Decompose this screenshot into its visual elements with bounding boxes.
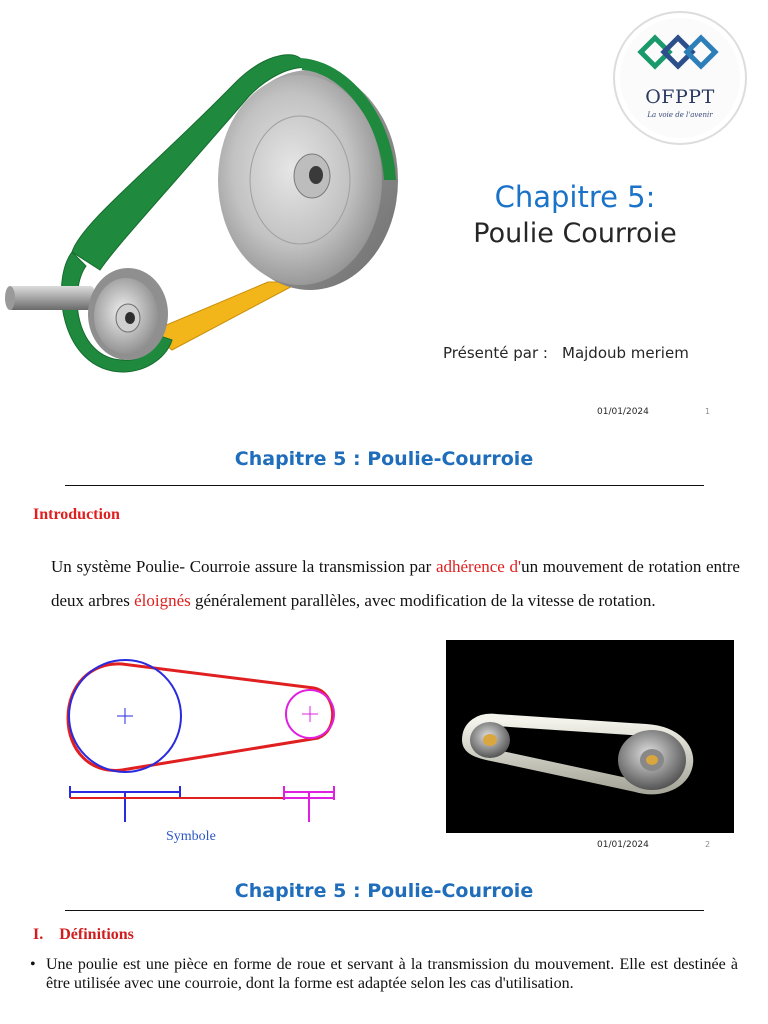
bullet-icon: •: [30, 956, 36, 973]
slide-number: 1: [705, 407, 711, 416]
paragraph-text: un mouvement de rotation entre deux arbres: [51, 557, 740, 610]
highlight-adherence: adhérence d': [435, 557, 522, 576]
presented-by-label: Présenté par :: [443, 344, 548, 362]
highlight-eloignes: éloignés: [134, 591, 191, 610]
logo-tagline: La voie de l'avenir: [647, 111, 713, 119]
header-rule: [65, 485, 704, 486]
header-rule: [65, 910, 704, 911]
slide-number: 2: [705, 840, 711, 849]
pulley-schematic: [60, 658, 350, 828]
introduction-slide: [0, 430, 768, 860]
bullet-text: Une poulie est une pièce en forme de roue et servant à la transmission du mouvement. Elle est destinée à être utilisée avec une courroie, dont la forme est adaptée selon les cas d'utilisation.: [46, 956, 738, 992]
ofppt-logo: [612, 10, 748, 146]
slide-header: Chapitre 5 : Poulie-Courroie: [234, 880, 534, 902]
section-heading: Introduction: [33, 506, 120, 523]
slide-header: Chapitre 5 : Poulie-Courroie: [234, 448, 534, 470]
slide-date: 01/01/2024: [597, 407, 649, 417]
chapter-subtitle: Poulie Courroie: [473, 218, 677, 249]
section-title: Définitions: [59, 926, 134, 943]
belt-pulley-illustration: [0, 20, 410, 380]
chapter-title: Chapitre 5:: [494, 180, 656, 214]
symbol-caption: Symbole: [166, 829, 216, 844]
title-slide: [0, 0, 768, 430]
definition-bullet: [30, 955, 738, 993]
schematic-symbol: [70, 786, 334, 822]
logo-wordmark: OFPPT: [645, 86, 715, 108]
logo-emblem: [612, 10, 748, 146]
definitions-slide: [0, 860, 768, 1024]
belt-render-image: [446, 640, 734, 833]
presenter-name: Majdoub meriem: [562, 344, 689, 362]
schematic-belt: [68, 664, 333, 771]
section-heading: [33, 926, 134, 944]
slide-date: 01/01/2024: [597, 840, 649, 850]
intro-paragraph: [51, 550, 740, 618]
shaft: [8, 286, 94, 310]
section-number: I.: [33, 926, 44, 943]
paragraph-text: Un système Poulie- Courroie assure la transmission par: [51, 557, 436, 576]
paragraph-text: généralement parallèles, avec modification de la vitesse de rotation.: [190, 591, 656, 610]
belt-render-graphic: [446, 640, 734, 833]
